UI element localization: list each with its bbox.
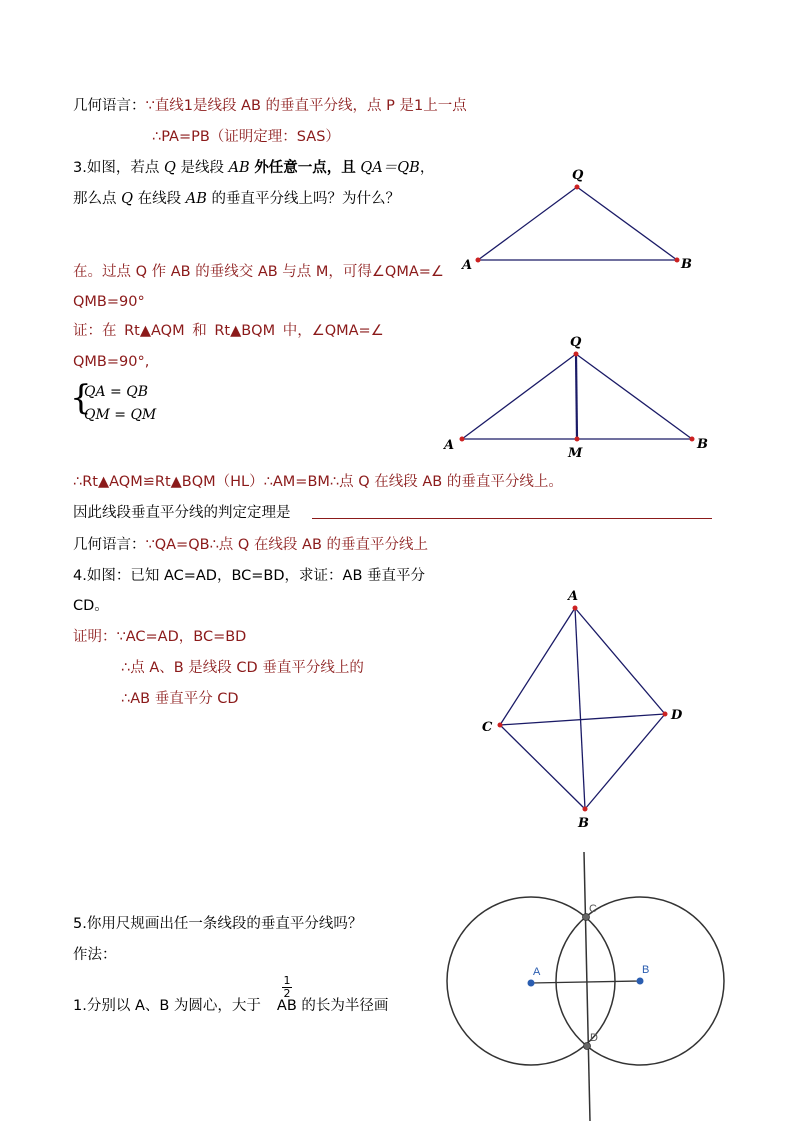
q4-proof-line-2: ∴点 A、B 是线段 CD 垂直平分线上的	[121, 660, 364, 676]
question-3-line-1	[73, 158, 434, 178]
point-q	[574, 352, 579, 357]
label-q: Q	[572, 168, 584, 183]
figure-kite-acbd	[475, 585, 695, 830]
segment-qb	[576, 354, 692, 439]
q3-segment-ab: AB	[185, 191, 207, 207]
q3-text: 3.如图，若点	[73, 160, 160, 176]
segment-qb	[577, 187, 677, 260]
point-a	[528, 980, 535, 987]
q3-segment-ab: AB	[228, 160, 250, 176]
q3-point-q: Q	[121, 191, 133, 207]
answer-line-1: 在。过点 Q 作 AB 的垂线交 AB 与点 M，可得∠QMA=∠	[73, 264, 444, 280]
label-d: D	[671, 708, 683, 723]
theorem-prompt: 因此线段垂直平分线的判定定理是	[73, 505, 291, 521]
label-b: B	[697, 437, 708, 452]
label-a: A	[568, 589, 579, 604]
segment-ad	[575, 608, 665, 714]
segment-qa	[462, 354, 576, 439]
question-5-line-1: 5.你用尺规画出任一条线段的垂直平分线吗？	[73, 916, 363, 932]
point-d	[663, 712, 668, 717]
point-b	[637, 978, 644, 985]
q5-step-1	[73, 996, 388, 1016]
point-b	[583, 807, 588, 812]
answer-line-2: QMB=90°	[73, 294, 145, 310]
segment-ab	[531, 981, 640, 983]
segment-ab	[575, 608, 585, 809]
label-c: C	[589, 903, 597, 915]
label-b: B	[681, 257, 692, 272]
point-q	[575, 185, 580, 190]
q5-step-1-text: 1.分别以 A、B 为圆心，大于	[73, 998, 261, 1014]
label-a: A	[462, 258, 473, 273]
q3-point-q: Q	[163, 160, 176, 176]
label-b: B	[578, 816, 589, 831]
q3-text: ，	[419, 160, 435, 176]
q4-proof-line-3: ∴AB 垂直平分 CD	[121, 691, 239, 707]
conclusion-line: ∴Rt▲AQM≌Rt▲BQM（HL）∴AM=BM∴点 Q 在线段 AB 的垂直平分线上。	[73, 474, 563, 490]
point-b	[675, 258, 680, 263]
segment-cd	[500, 714, 665, 725]
q3-text: 那么点	[73, 191, 117, 207]
fraction-numerator: 1	[283, 974, 291, 987]
q5-step-1-text: AB 的长为半径画	[276, 998, 389, 1014]
q3-text: 在线段	[137, 191, 182, 207]
system-line-2: QM = QM	[84, 407, 157, 423]
point-b	[690, 437, 695, 442]
segment-qa	[478, 187, 577, 260]
q3-text: 是线段	[180, 160, 224, 176]
label-a: A	[533, 966, 541, 978]
figure-compass-construction	[440, 850, 740, 1123]
point-a	[573, 606, 578, 611]
question-4-line-2: CD。	[73, 598, 109, 614]
label-q: Q	[570, 335, 582, 350]
label-m: M	[568, 446, 583, 461]
figure-triangle-qab-altitude	[440, 330, 715, 460]
segment-qm	[576, 354, 577, 439]
fraction-one-half	[282, 975, 292, 1000]
q3-text: 外任意一点，且	[254, 160, 356, 176]
point-m	[575, 437, 580, 442]
label-a: A	[444, 438, 455, 453]
system-line-1: QA = QB	[84, 384, 148, 400]
geo-language-2	[73, 535, 428, 555]
q3-text: 的垂直平分线上吗？为什么？	[211, 191, 400, 207]
perpendicular-bisector-line	[584, 852, 590, 1121]
label-d: D	[590, 1032, 598, 1044]
q3-equation: QA＝QB	[360, 160, 420, 176]
proof-line-1: 证：在 Rt▲AQM 和 Rt▲BQM 中，∠QMA=∠	[73, 323, 384, 339]
geo-language-1-body: ∵直线1是线段 AB 的垂直平分线，点 P 是1上一点	[145, 98, 467, 114]
point-a	[460, 437, 465, 442]
geo-language-label: 几何语言：	[73, 537, 146, 553]
geo-language-1-conclusion: ∴PA=PB（证明定理：SAS）	[152, 129, 340, 145]
segment-cb	[500, 725, 585, 809]
theorem-answer-blank	[312, 518, 712, 519]
geo-language-label: 几何语言：	[73, 98, 146, 114]
figure-triangle-qab	[455, 165, 705, 280]
point-c	[498, 723, 503, 728]
proof-line-2: QMB=90°,	[73, 354, 150, 370]
q5-method-label: 作法：	[73, 947, 117, 963]
fraction-denominator: 2	[283, 987, 291, 1000]
geo-language-2-body: ∵QA=QB∴点 Q 在线段 AB 的垂直平分线上	[145, 537, 429, 553]
geo-language-1	[73, 96, 467, 116]
question-4-line-1: 4.如图：已知 AC=AD，BC=BD，求证：AB 垂直平分	[73, 568, 426, 584]
label-b: B	[642, 964, 650, 976]
segment-db	[585, 714, 665, 809]
question-3-line-2	[73, 189, 400, 209]
segment-ac	[500, 608, 575, 725]
label-c: C	[482, 720, 493, 735]
equation-brace: {	[70, 378, 92, 418]
point-a	[476, 258, 481, 263]
q4-proof-line-1: 证明：∵AC=AD，BC=BD	[73, 629, 247, 645]
